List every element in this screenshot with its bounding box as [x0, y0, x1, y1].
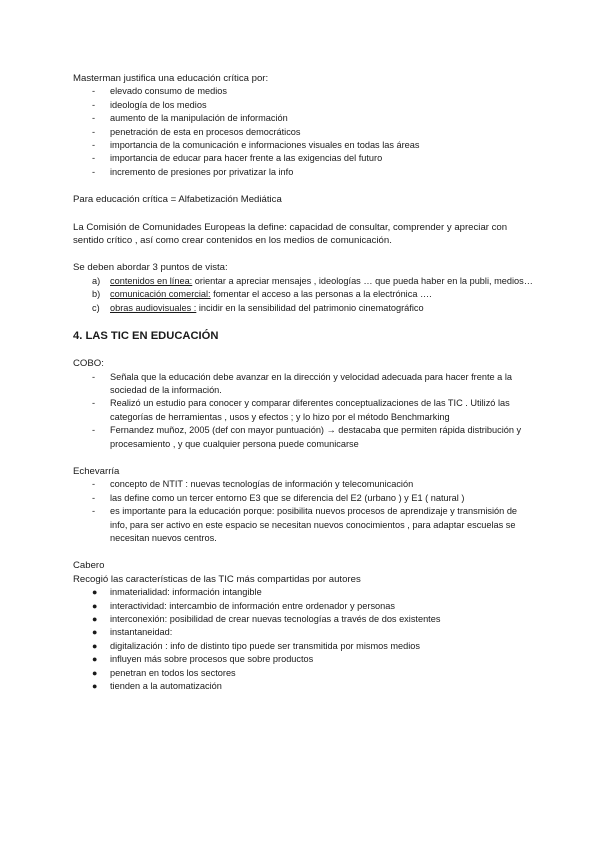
list-item: - las define como un tercer entorno E3 que se diferencia del E2 (urbano ) y E1 ( natural ) [92, 492, 465, 503]
list-item: - elevado consumo de medios [92, 86, 227, 97]
list-item: - incremento de presiones por privatizar la info [92, 166, 294, 177]
list-item: b) comunicación comercial: fomentar el acceso a las personas a la electrónica …. [92, 289, 432, 300]
cabero-intro: Recogió las características de las TIC más compartidas por autores [73, 573, 361, 585]
comision-paragraph: La Comisión de Comunidades Europeas la define: capacidad de consultar, comprender y apreciar con sentido crítico , así como crear contenidos en los medios de comunicación. [73, 221, 508, 247]
puntos-intro: Se deben abordar 3 puntos de vista: [73, 262, 228, 274]
list-item: ● instantaneidad: [92, 627, 173, 638]
masterman-list [73, 85, 533, 179]
cobo-list [73, 371, 533, 451]
section-title: 4. LAS TIC EN EDUCACIÓN [73, 330, 219, 343]
document-page [73, 72, 533, 693]
cabero-list [73, 586, 533, 693]
cabero-label: Cabero [73, 560, 105, 572]
echevarria-list [73, 478, 533, 545]
list-item: - concepto de NTIT : nuevas tecnologías de información y telecomunicación [92, 479, 414, 490]
list-item: - Fernandez muñoz, 2005 (def con mayor puntuación) → destacaba que permiten rápida distribución y procesamiento , y que cualquier persona puede comunicarse [92, 425, 522, 449]
list-item: ● interactividad: intercambio de información entre ordenador y personas [92, 600, 395, 611]
list-item: - importancia de educar para hacer frente a las exigencias del futuro [92, 153, 383, 164]
list-item: - ideología de los medios [92, 99, 207, 110]
list-item: - penetración de esta en procesos democráticos [92, 126, 301, 137]
list-item: - Realizó un estudio para conocer y comparar diferentes conceptualizaciones de las TIC . Utilizó las categorías de herramientas , usos y efectos ; y lo hizo por el método Benchmarking [92, 398, 510, 422]
alfabetizacion-line: Para educación crítica = Alfabetización Mediática [73, 194, 282, 206]
masterman-intro: Masterman justifica una educación crítica por: [73, 73, 269, 84]
list-item: - importancia de la comunicación e informaciones visuales en todas las áreas [92, 140, 420, 151]
cobo-label: COBO: [73, 358, 104, 370]
list-item: - es importante para la educación porque: posibilita nuevos procesos de aprendizaje y transmisión de info, para ser activo en este espacio se necesitan nuevos conocimientos , para adaptar escuelas se necesitan nuevos centros. [92, 506, 518, 543]
list-item: ● interconexión: posibilidad de crear nuevas tecnologías a través de dos existentes [92, 614, 441, 624]
list-item: ● penetran en todos los sectores [92, 667, 236, 678]
list-item: ● digitalización : info de distinto tipo puede ser transmitida por mismos medios [92, 640, 420, 651]
list-item: ● tienden a la automatización [92, 681, 222, 692]
puntos-list [73, 275, 533, 315]
list-item: - Señala que la educación debe avanzar en la dirección y velocidad adecuada para hacer frente a la sociedad de la información. [92, 371, 512, 395]
list-item: - aumento de la manipulación de información [92, 113, 288, 124]
echevarria-label: Echevarría [73, 465, 120, 477]
list-item: c) obras audiovisuales : incidir en la sensibilidad del patrimonio cinematográfico [92, 302, 424, 313]
list-item: a) contenidos en línea: orientar a apreciar mensajes , ideologías … que pueda haber en la publi, medios… [92, 275, 533, 286]
list-item: ● influyen más sobre procesos que sobre productos [92, 654, 314, 665]
list-item: ● inmaterialidad: información intangible [92, 587, 262, 598]
